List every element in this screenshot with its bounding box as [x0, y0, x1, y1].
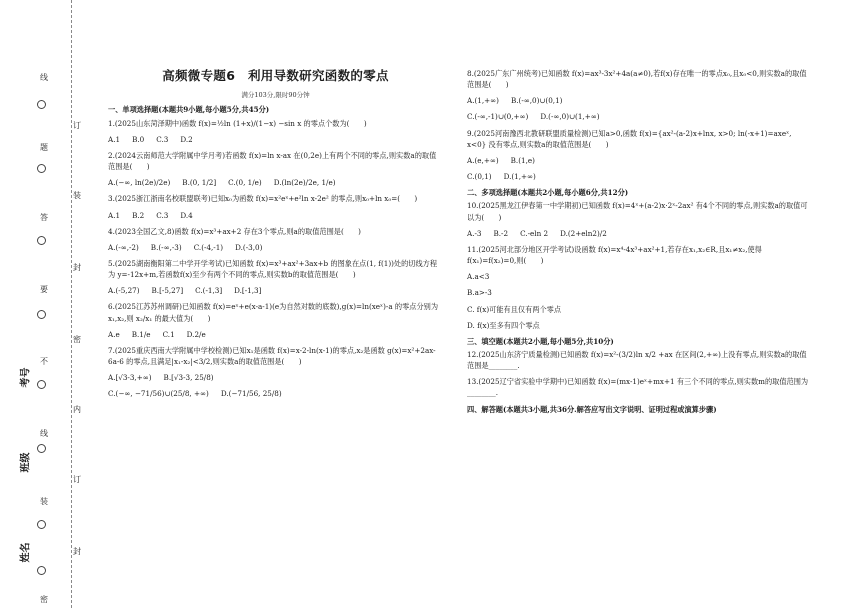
binding-hole-icon	[37, 100, 46, 109]
answer-option: D.[-1,3]	[234, 286, 262, 296]
answer-option: B.[√3-3, 25/8)	[163, 373, 214, 383]
answer-option: D.4	[180, 210, 193, 220]
answer-option: C.(-4,-1)	[193, 242, 224, 252]
answer-option: B.[-5,27]	[151, 286, 184, 296]
question-text: D. f(x)至多有四个零点	[467, 320, 540, 330]
answer-options	[467, 171, 812, 182]
binding-char: 线	[40, 73, 48, 82]
binding-char: 密	[73, 335, 81, 344]
answer-options	[108, 388, 443, 399]
answer-options	[108, 134, 443, 145]
section-heading: 四、解答题(本题共3小题,共36分.解答应写出文字说明、证明过程或演算步骤)	[467, 404, 717, 414]
binding-char: 不	[40, 357, 48, 366]
answer-options	[467, 155, 812, 166]
answer-option: D.(−71/56, 25/8)	[220, 389, 282, 399]
right-column	[467, 68, 812, 417]
answer-option: B.1/e	[131, 329, 151, 339]
answer-option: A.(-∞,-2)	[108, 242, 139, 252]
binding-hole-icon	[37, 380, 46, 389]
question-text: C. f(x)可能有且仅有两个零点	[467, 304, 562, 314]
binding-hole-icon	[37, 164, 46, 173]
binding-hole-icon	[37, 566, 46, 575]
question-text: 4.(2023全国乙文,8)函数 f(x)=x³+ax+2 存在3个零点,则a的取值范围是( )	[108, 226, 361, 236]
answer-option: C.-eln 2	[520, 228, 549, 238]
answer-options	[467, 228, 812, 239]
binding-char: 装	[40, 497, 48, 506]
binding-hole-icon	[37, 236, 46, 245]
section-heading: 一、单项选择题(本题共9小题,每小题5分,共45分)	[108, 105, 270, 115]
answer-option: C.3	[156, 210, 169, 220]
binding-hole-icon	[37, 444, 46, 453]
answer-option: D.(-∞,0)∪(1,+∞)	[540, 112, 600, 122]
answer-option: D.(1,+∞)	[503, 172, 536, 182]
binding-line	[71, 0, 72, 608]
answer-options	[467, 111, 812, 122]
binding-char: 题	[40, 143, 48, 152]
answer-option: A.(-5,27)	[108, 286, 140, 296]
section-heading: 三、填空题(本题共2小题,每小题5分,共10分)	[467, 336, 614, 346]
question-text: 8.(2025广东广州统考)已知函数 f(x)=ax³-3x²+4a(a≠0),若f(x)存在唯一的零点x₀,且x₀<0,则实数a的取值范围是( )	[467, 69, 807, 90]
question-text: 7.(2025重庆西南大学附属中学校检测)已知x₁是函数 f(x)=x-2-ln(x-1)的零点,x₂是函数 g(x)=x²+2ax-6a-6 的零点,且满足|x₁-x₂|<3/2,则实数a的取值范围是( )	[108, 345, 436, 367]
question-text: 9.(2025河南豫西北教研联盟质量检测)已知a>0,函数 f(x)={ax²-(a-2)x+lnx, x>0; ln(-x+1)=axeˣ, x<0} 没有零点,则实数a的取值范围是( )	[467, 128, 792, 149]
answer-option: D.(2+eln2)/2	[560, 228, 607, 238]
question-text: 1.(2025山东菏泽期中)函数 f(x)=½ln (1+x)/(1−x) −sin x 的零点个数为( )	[108, 118, 367, 128]
answer-option: A.1	[108, 210, 121, 220]
answer-option: A.(−∞, ln(2e)/2e)	[108, 178, 171, 188]
label-exam-number: 考号	[20, 367, 32, 388]
binding-hole-icon	[37, 310, 46, 319]
answer-option: A.(e,+∞)	[467, 155, 499, 165]
answer-option: C.3	[156, 134, 169, 144]
answer-option: A.1	[108, 134, 121, 144]
answer-option: C.(-∞,-1)∪(0,+∞)	[467, 112, 529, 122]
label-name: 姓名	[20, 542, 32, 563]
question-text: 10.(2025黑龙江伊春第一中学期初)已知函数 f(x)=4ˣ+(a-2)x·2ˣ-2ax² 有4个不同的零点,则实数a的取值可以为( )	[467, 201, 808, 222]
question-text: 5.(2025湖南衡阳第二中学开学考试)已知函数 f(x)=x³+ax²+3ax+b 的图象在点(1, f(1))处的切线方程为 y=-12x+m,若函数f(x)至少有两个不同的零点,则实数b的取值范围是( )	[108, 259, 438, 280]
page-title: 高频微专题6 利用导数研究函数的零点	[162, 68, 389, 83]
question-text: 12.(2025山东济宁质量检测)已知函数 f(x)=x²-(3/2)ln x/2 +ax 在区间(2,+∞)上没有零点,则实数a的取值范围是________.	[467, 349, 807, 371]
answer-option: A.-3	[467, 228, 482, 238]
binding-char: 封	[73, 547, 81, 556]
answer-option: B.(-∞,-3)	[150, 242, 182, 252]
answer-options	[108, 242, 443, 253]
question-text: 6.(2025江苏苏州调研)已知函数 f(x)=eˣ+e(x-a-1)(e为自然对数的底数),g(x)=ln(xeˣ)-a 的零点分别为x₁,x₂,则 x₂/x₁ 的最大值为( )	[108, 302, 439, 323]
binding-char: 订	[73, 475, 81, 484]
answer-option: C.(-1,3]	[195, 286, 223, 296]
answer-option: A.(1,+∞)	[467, 96, 499, 106]
answer-option: C.(−∞, −71/56)∪(25/8, +∞)	[108, 389, 209, 399]
answer-option: B.(1,e)	[510, 155, 535, 165]
answer-option: D.2/e	[186, 329, 206, 339]
answer-option: C.(0, 1/e)	[228, 178, 262, 188]
question-text: 11.(2025河北部分地区开学考试)设函数 f(x)=x⁴-4x³+ax²+1,若存在x₁,x₂∈R,且x₁≠x₂,使得 f(x₁)=f(x₂)=0,则( )	[467, 244, 762, 266]
answer-option: A.[√3-3,+∞)	[108, 373, 152, 383]
section-heading: 二、多项选择题(本题共2小题,每小题6分,共12分)	[467, 188, 629, 198]
answer-option: D.(-3,0)	[235, 242, 263, 252]
answer-options	[108, 177, 443, 188]
answer-option: A.e	[108, 329, 120, 339]
exam-meta: 满分103分,限时90分钟	[241, 91, 310, 100]
answer-option: D.2	[180, 134, 193, 144]
binding-char: 内	[73, 405, 81, 414]
question-text: 2.(2024云南师范大学附属中学月考)若函数 f(x)=ln x-ax 在(0,2e)上有两个不同的零点,则实数a的取值范围是( )	[108, 150, 437, 172]
answer-options	[108, 372, 443, 383]
left-column	[108, 66, 443, 405]
answer-option: B.0	[132, 134, 145, 144]
binding-char: 线	[40, 429, 48, 438]
answer-option: B.(0, 1/2]	[182, 178, 217, 188]
answer-option: B.-2	[493, 228, 509, 238]
question-text: 13.(2025辽宁省实验中学期中)已知函数 f(x)=(mx-1)eˣ+mx+1 有三个不同的零点,则实数m的取值范围为________.	[467, 377, 809, 398]
answer-option: B.2	[132, 210, 145, 220]
answer-options	[108, 210, 443, 221]
answer-options	[108, 329, 443, 340]
question-text: B.a>-3	[467, 288, 492, 298]
binding-char: 要	[40, 285, 48, 294]
binding-char: 订	[73, 121, 81, 130]
binding-char: 答	[40, 213, 48, 222]
binding-hole-icon	[37, 520, 46, 529]
answer-option: D.(ln(2e)/2e, 1/e)	[273, 178, 336, 188]
answer-options	[108, 285, 443, 296]
binding-char: 装	[73, 191, 81, 200]
answer-option: B.(-∞,0)∪(0,1)	[510, 96, 563, 106]
answer-option: C.1	[162, 329, 175, 339]
answer-options	[467, 95, 812, 106]
binding-char: 密	[40, 595, 48, 604]
answer-option: C.(0,1)	[467, 172, 492, 182]
question-text: A.a<3	[467, 272, 490, 282]
question-text: 3.(2025浙江浙南名校联盟联考)已知x₀为函数 f(x)=x²eˣ+e²ln x-2e² 的零点,则x₀+ln x₀=( )	[108, 194, 418, 204]
label-class: 班级	[20, 452, 32, 473]
binding-char: 封	[73, 263, 81, 272]
